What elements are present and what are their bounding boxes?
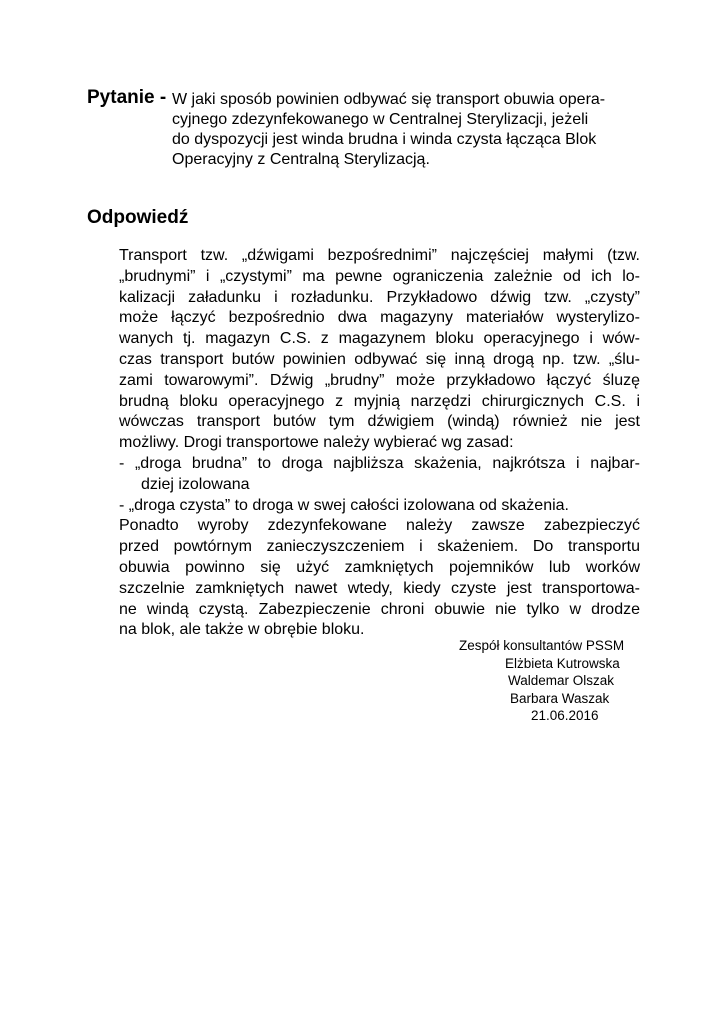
- question-line: Operacyjny z Centralną Sterylizacją.: [172, 151, 430, 168]
- signature-name: Elżbieta Kutrowska: [505, 655, 620, 671]
- signature-name: Waldemar Olszak: [508, 673, 615, 689]
- question-text: [172, 90, 605, 170]
- signature-date: 21.06.2016: [531, 708, 599, 724]
- answer-line: przed powtórnym zanieczyszczeniem i skażeniem. Do transportu: [119, 538, 640, 556]
- answer-line: Transport tzw. „dźwigami bezpośrednimi” najczęściej małymi (tzw.: [119, 247, 640, 264]
- answer-line: brudną bloku operacyjnego z myjnią narzędzi chirurgicznych C.S. i: [119, 392, 640, 410]
- answer-line: wówczas transport butów tym dźwigiem (windą) również nie jest: [119, 413, 640, 431]
- answer-line: obuwia powinno się użyć zamkniętych pojemników lub worków: [119, 558, 640, 576]
- answer-line: możliwy. Drogi transportowe należy wybierać wg zasad:: [119, 434, 514, 452]
- question-label: Pytanie -: [87, 87, 167, 108]
- signature-name: Barbara Waszak: [510, 690, 610, 706]
- answer-line: Ponadto wyroby zdezynfekowane należy zawsze zabezpieczyć: [119, 517, 640, 535]
- answer-heading: Odpowiedź: [87, 207, 189, 228]
- answer-line: czas transport butów powinien odbywać się inną drogą np. tzw. „ślu-: [119, 350, 640, 368]
- answer-line: „brudnymi” i „czystymi” ma pewne ograniczenia zależnie od ich lo-: [119, 267, 640, 285]
- signature-team: Zespół konsultantów PSSM: [459, 638, 625, 653]
- question-line: W jaki sposób powinien odbywać się transport obuwia opera-: [172, 91, 606, 108]
- answer-list-item-continuation: dziej izolowana: [141, 475, 250, 493]
- question-line: do dyspozycji jest winda brudna i winda czysta łącząca Blok: [172, 131, 597, 148]
- answer-line: na blok, ale także w obrębie bloku.: [119, 621, 365, 639]
- answer-list-item: - „droga brudna” to droga najbliższa skażenia, najkrótsza i najbar-: [119, 454, 640, 472]
- question-line: cyjnego zdezynfekowanego w Centralnej Sterylizacji, jeżeli: [172, 111, 589, 128]
- answer-line: wanych tj. magazyn C.S. z magazynem bloku operacyjnego i wów-: [119, 330, 640, 348]
- answer-list-item: - „droga czysta” to droga w swej całości izolowana od skażenia.: [119, 496, 569, 514]
- answer-line: kalizacji załadunku i rozładunku. Przykładowo dźwig tzw. „czysty”: [119, 288, 640, 306]
- answer-line: ne windą czystą. Zabezpieczenie chroni obuwie nie tylko w drodze: [119, 600, 640, 618]
- answer-line: szczelnie zamkniętych nawet wtedy, kiedy czyste jest transportowa-: [119, 579, 640, 597]
- signature-block: [440, 637, 640, 725]
- answer-line: może łączyć bezpośrednio dwa magazyny materiałów wysterylizo-: [119, 309, 640, 327]
- answer-body: [119, 246, 640, 641]
- answer-line: zami towarowymi”. Dźwig „brudny” może przykładowo łączyć śluzę: [119, 371, 640, 389]
